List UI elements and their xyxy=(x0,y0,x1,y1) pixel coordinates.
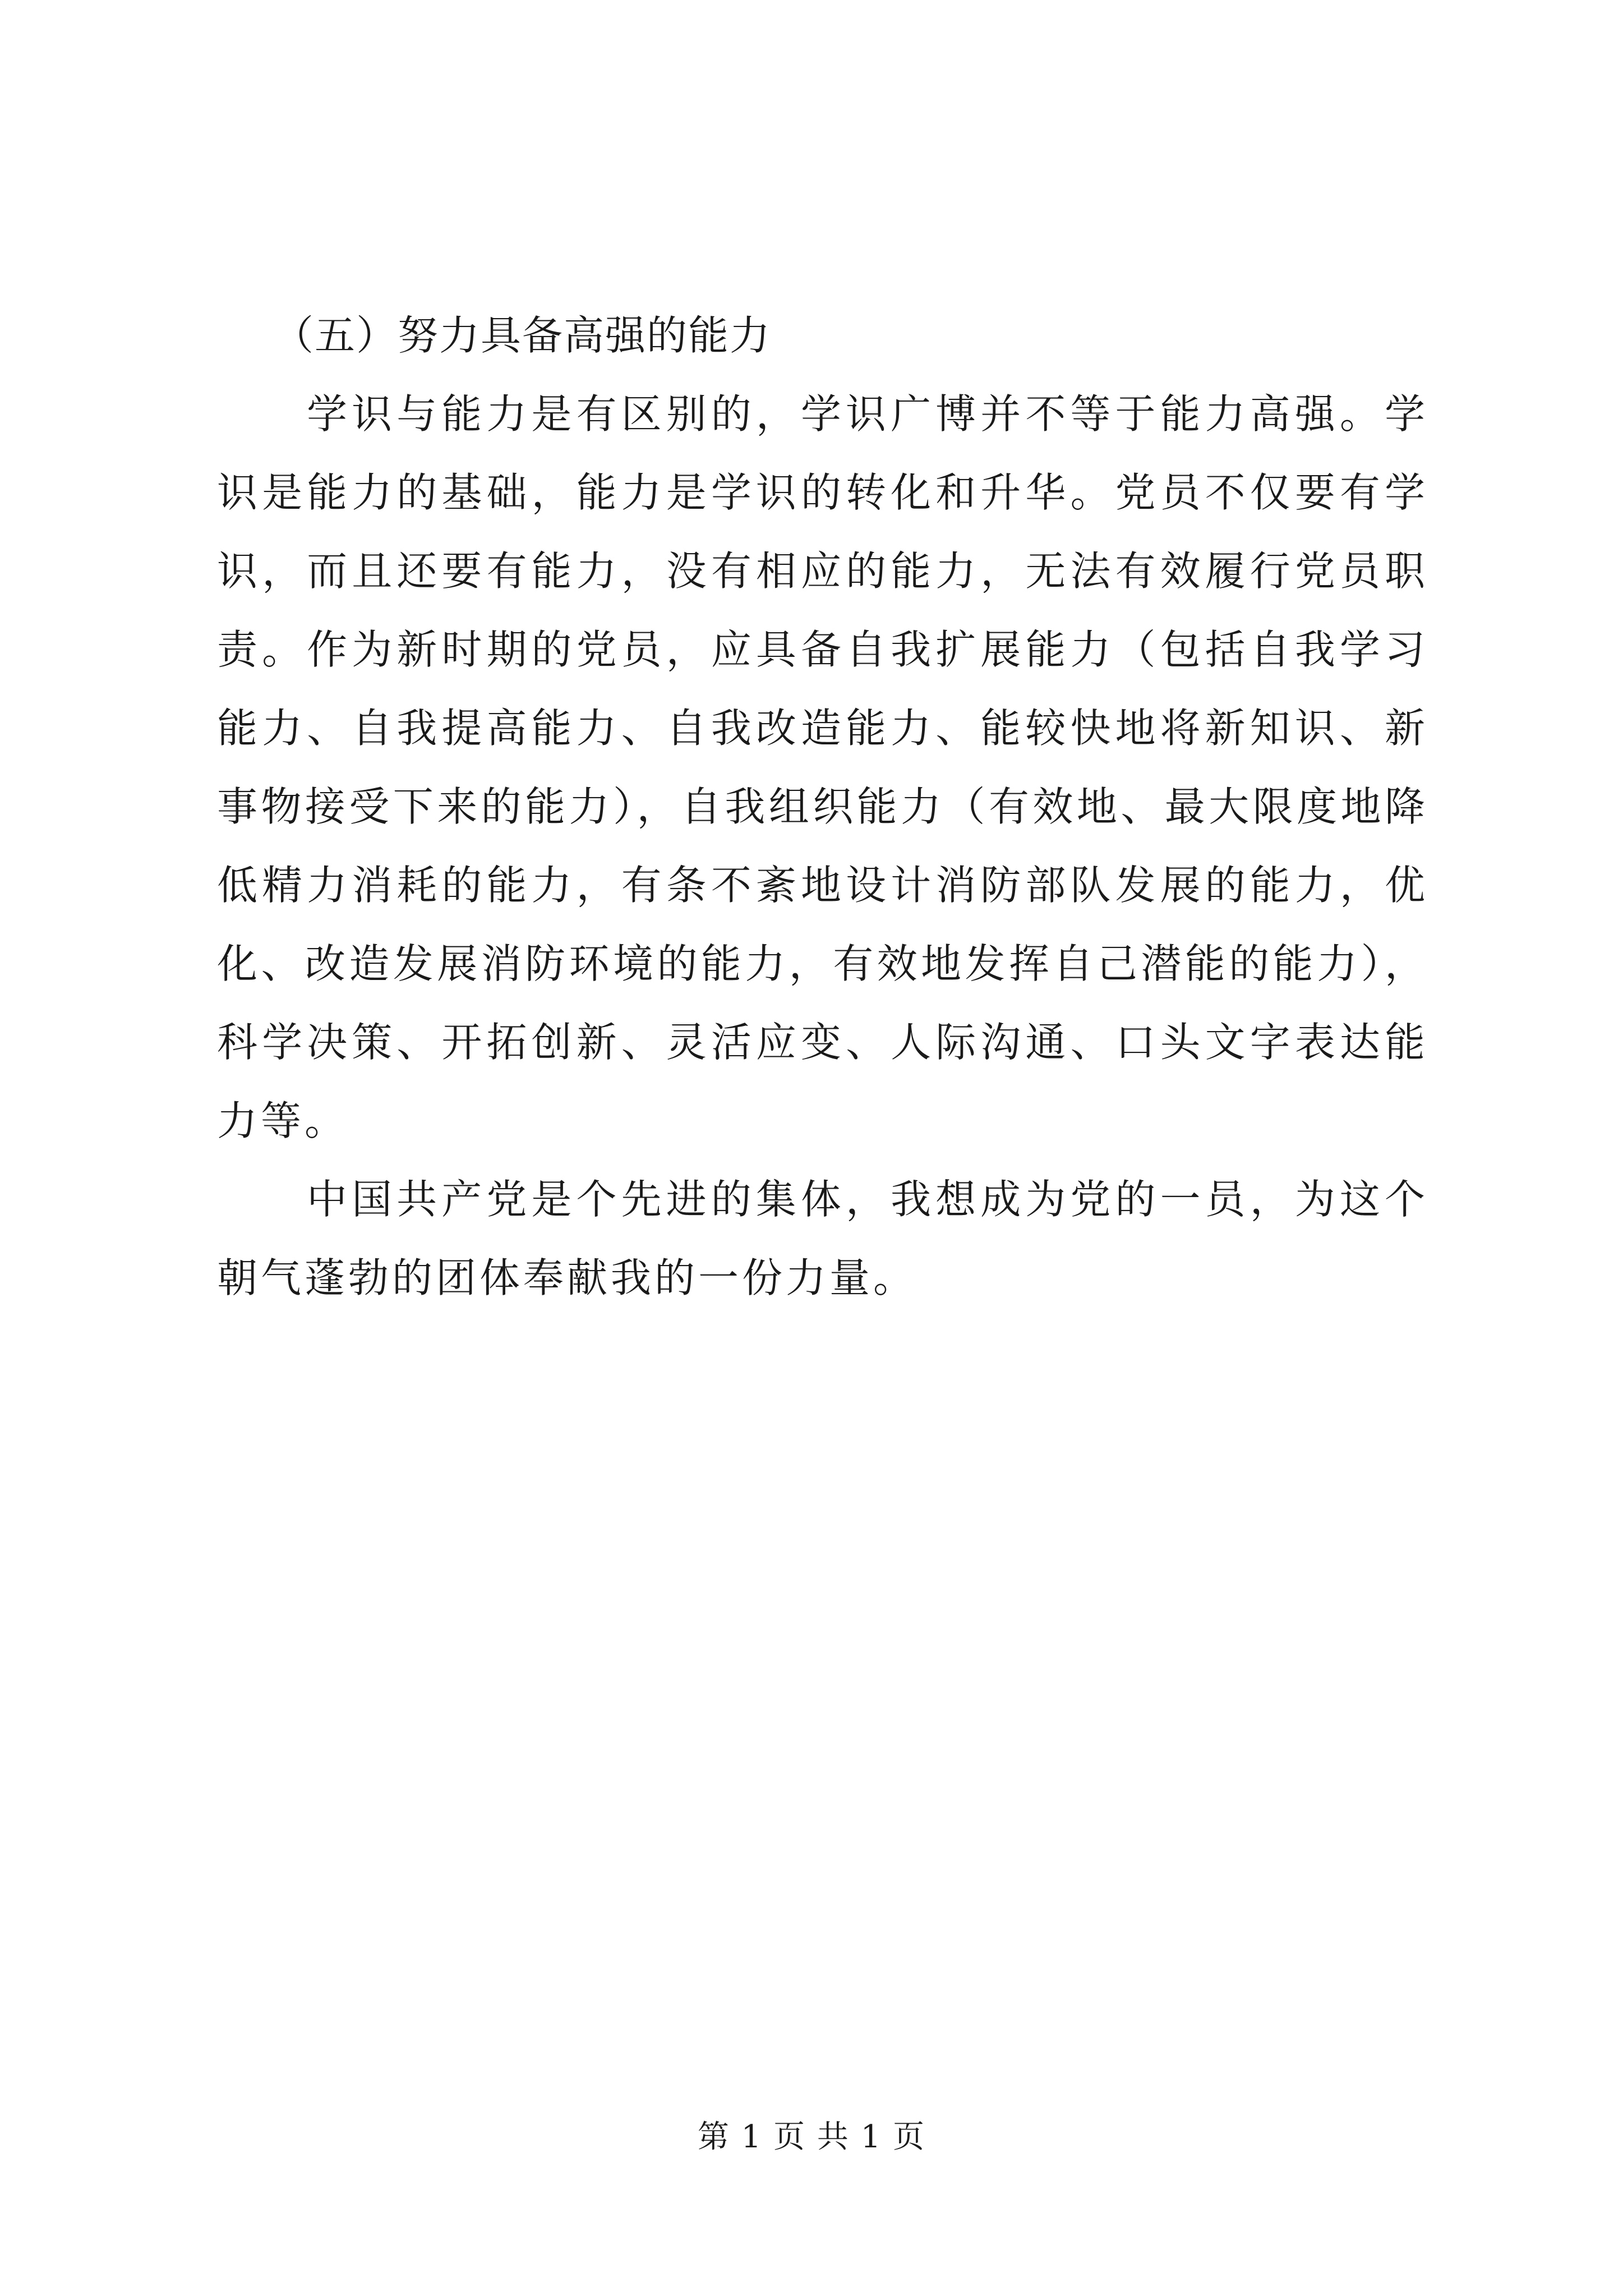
page-footer: 第 1 页 共 1 页 xyxy=(697,2119,926,2155)
paragraph-abilities: 学识与能力是有区别的，学识广博并不等于能力高强。学识是能力的基础，能力是学识的转化和升华。党员不仅要有学识，而且还要有能力，没有相应的能力，无法有效履行党员职责。作为新时期的党员，应具备自我扩展能力（包括自我学习能力、自我提高能力、自我改造能力、能较快地将新知识、新事物接受下来的能力），自我组织能力（有效地、最大限度地降低精力消耗的能力，有条不紊地设计消防部队发展的能力，优化、改造发展消防环境的能力，有效地发挥自己潜能的能力），科学决策、开拓创新、灵活应变、人际沟通、口头文字表达能力等。 xyxy=(217,390,1428,1144)
section-heading: （五）努力具备高强的能力 xyxy=(273,312,772,359)
document-body xyxy=(217,296,1428,1317)
paragraph-conclusion: 中国共产党是个先进的集体，我想成为党的一员，为这个朝气蓬勃的团体奉献我的一份力量。 xyxy=(217,1176,1428,1301)
